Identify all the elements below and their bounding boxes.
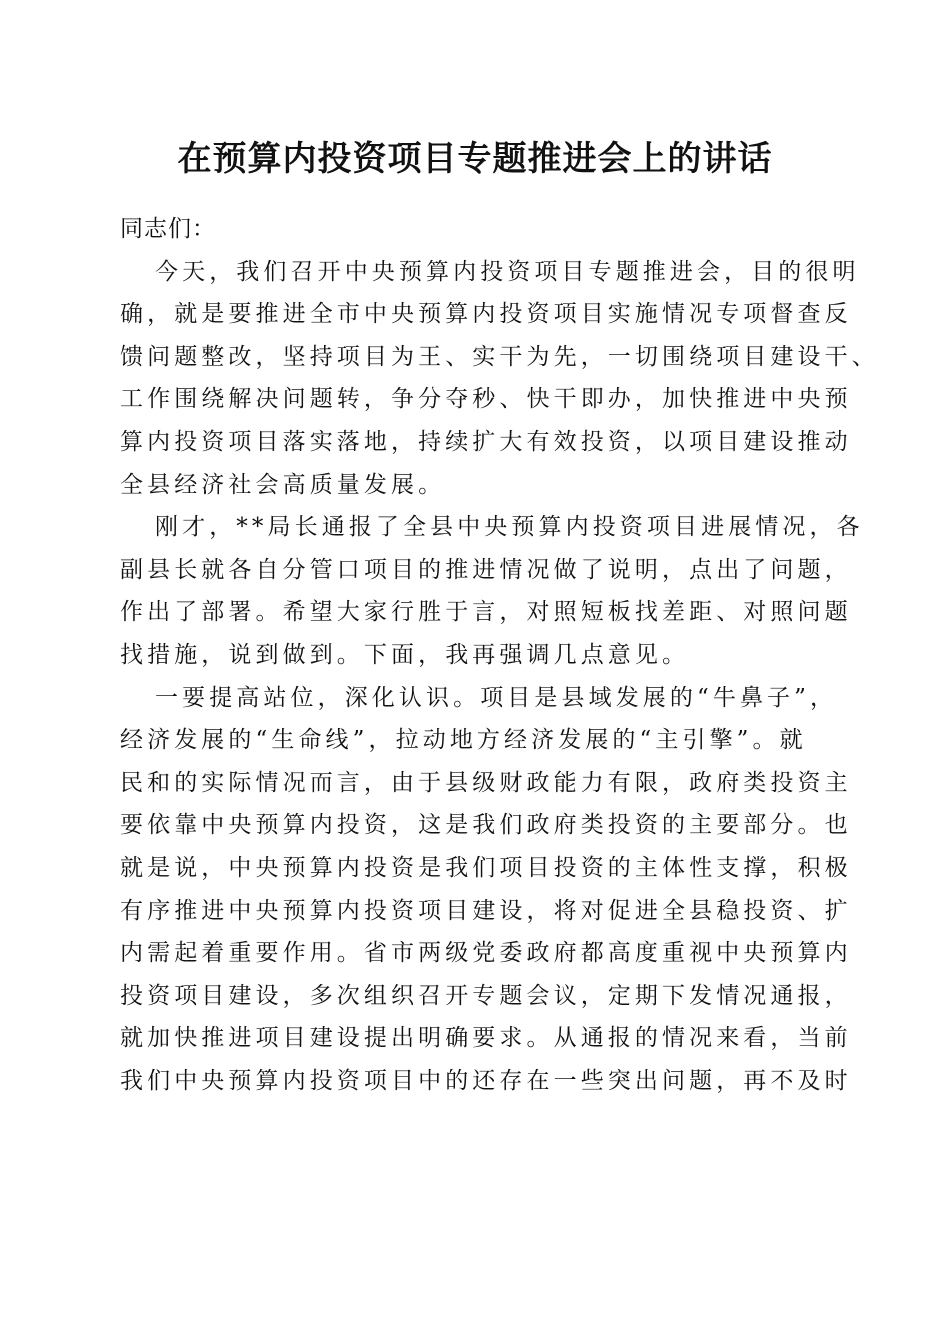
paragraph-line: 找措施，说到做到。下面，我再强调几点意见。 (120, 641, 690, 668)
paragraph-line: 民和的实际情况而言，由于县级财政能力有限，政府类投资主 (120, 769, 852, 796)
document-body (120, 208, 879, 1102)
paragraph-line: 刚才，**局长通报了全县中央预算内投资项目进展情况，各 (155, 514, 864, 541)
paragraph-line: 全县经济社会高质量发展。 (120, 471, 446, 498)
paragraph-line: 工作围绕解决问题转，争分夺秒、快干即办，加快推进中央预 (120, 386, 852, 413)
paragraph-line: 经济发展的“生命线”，拉动地方经济发展的“主引擎”。就 (120, 727, 807, 754)
paragraph-line: 今天，我们召开中央预算内投资项目专题推进会，目的很明 (155, 258, 860, 285)
paragraph-line: 确，就是要推进全市中央预算内投资项目实施情况专项督查反 (120, 301, 852, 328)
salutation: 同志们： (120, 216, 216, 242)
paragraph-line: 馈问题整改，坚持项目为王、实干为先，一切围绕项目建设干、 (120, 343, 879, 370)
paragraph-line: 就加快推进项目建设提出明确要求。从通报的情况来看，当前 (120, 1025, 852, 1052)
paragraph-line: 一要提高站位，深化认识。项目是县域发展的“牛鼻子”， (155, 684, 838, 711)
paragraph-line: 作出了部署。希望大家行胜于言，对照短板找差距、对照问题 (120, 599, 852, 626)
paragraph-line: 我们中央预算内投资项目中的还存在一些突出问题，再不及时 (120, 1067, 852, 1094)
paragraph-line: 内需起着重要作用。省市两级党委政府都高度重视中央预算内 (120, 940, 852, 967)
paragraph-line: 算内投资项目落实落地，持续扩大有效投资，以项目建设推动 (120, 428, 852, 455)
paragraph-line: 有序推进中央预算内投资项目建设，将对促进全县稳投资、扩 (120, 897, 852, 924)
paragraph-line: 投资项目建设，多次组织召开专题会议，定期下发情况通报， (120, 982, 852, 1009)
paragraph-line: 就是说，中央预算内投资是我们项目投资的主体性支撑，积极 (120, 854, 852, 881)
document-title: 在预算内投资项目专题推进会上的讲话 (177, 139, 773, 179)
paragraph-line: 副县长就各自分管口项目的推进情况做了说明，点出了问题， (120, 556, 852, 583)
paragraph-line: 要依靠中央预算内投资，这是我们政府类投资的主要部分。也 (120, 812, 852, 839)
